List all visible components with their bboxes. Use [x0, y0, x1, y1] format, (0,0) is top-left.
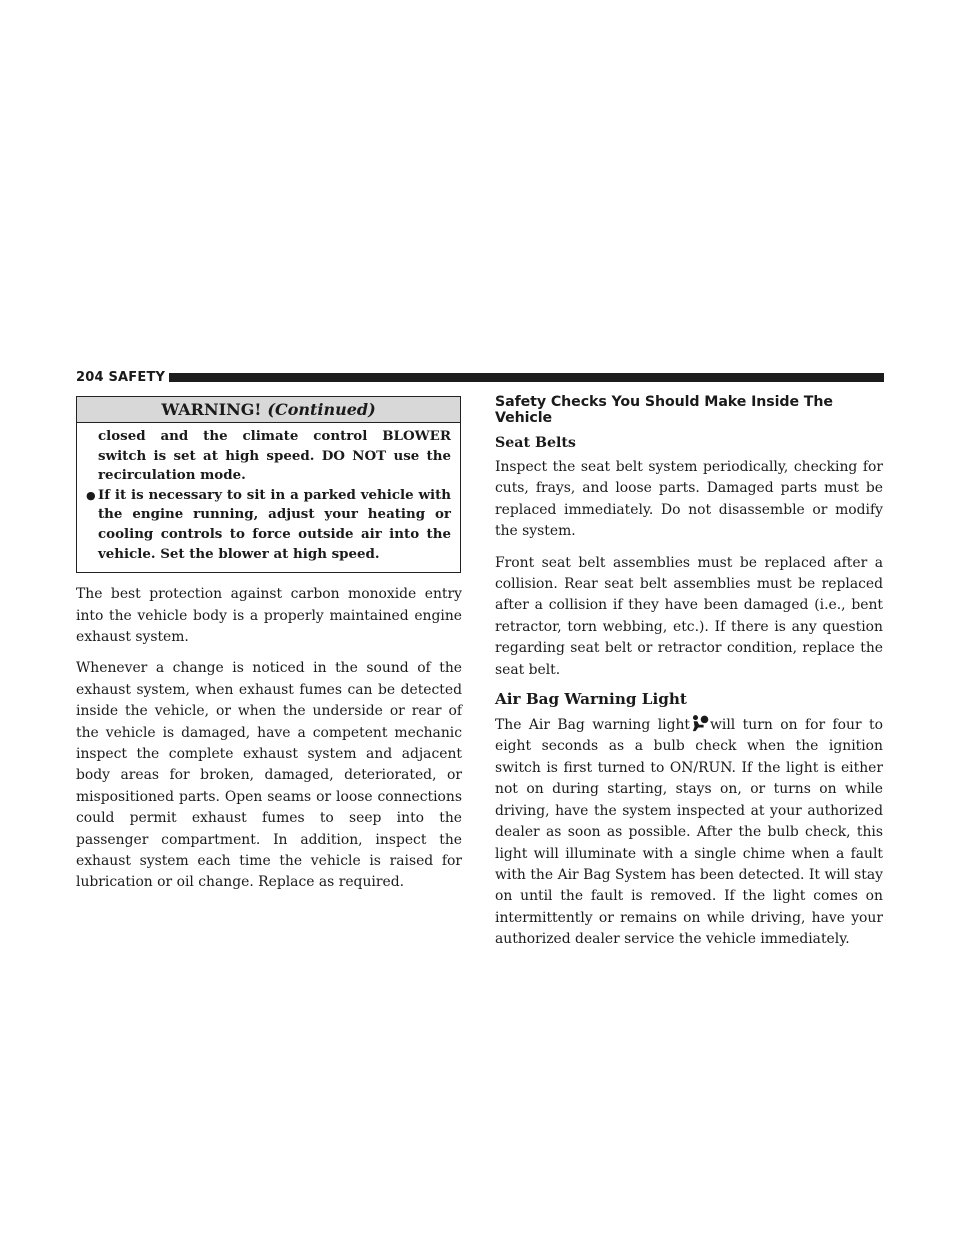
airbag-text-after: will turn on for four to eight seconds as a bulb check when the ignition switch is first turned to ON/RUN. If the light is either not on during starting, stays on, or turns on while driving, have the system inspected at your authorized dealer as soon as possible. After the bulb check, this light will illuminate with a single chime when a fault with the Air Bag System has been detected. It will stay on until the fault is removed. If the light comes on intermittently or remains on while driving, have your authorized dealer service the vehicle immediately.	[495, 717, 883, 948]
seat-belts-heading: Seat Belts	[495, 435, 576, 451]
airbag-paragraph	[495, 714, 883, 950]
header-rule	[169, 373, 884, 382]
warning-header	[77, 397, 460, 423]
warning-continued: (Continued)	[267, 400, 376, 419]
airbag-warning-icon	[691, 714, 709, 732]
warning-title: WARNING!	[161, 400, 262, 419]
page-number-label: 204 SAFETY	[76, 370, 166, 385]
warning-bullet-item	[86, 486, 451, 564]
airbag-text-before: The Air Bag warning light	[495, 717, 691, 734]
right-column	[495, 394, 883, 951]
exhaust-protection-paragraph: The best protection against carbon monoxide entry into the vehicle body is a properly maintained engine exhaust system.	[76, 586, 462, 645]
section-title: Safety Checks You Should Make Inside The Vehicle	[495, 394, 833, 426]
airbag-heading: Air Bag Warning Light	[495, 690, 687, 709]
bullet-icon: ●	[86, 488, 96, 502]
seat-belts-paragraph-1: Inspect the seat belt system periodically, checking for cuts, frays, and loose parts. Damaged parts must be replaced immediately. Do not disassemble or modify the system.	[495, 459, 883, 540]
warning-carry-text: closed and the climate control BLOWER switch is set at high speed. DO NOT use the recirculation mode.	[98, 428, 451, 484]
page-header	[76, 369, 884, 389]
warning-body	[77, 423, 460, 572]
seat-belts-paragraph-2: Front seat belt assemblies must be replaced after a collision. Rear seat belt assemblies must be replaced after a collision if they have been damaged (i.e., bent retractor, torn webbing, etc.). If there is any question regarding seat belt or retractor condition, replace the seat belt.	[495, 554, 883, 678]
left-column	[76, 396, 462, 894]
warning-bullet-text: If it is necessary to sit in a parked vehicle with the engine running, adjust your heating or cooling controls to force outside air into the vehicle. Set the blower at high speed.	[98, 486, 451, 562]
warning-box	[76, 396, 461, 573]
exhaust-inspection-paragraph: Whenever a change is noticed in the sound of the exhaust system, when exhaust fumes can be detected inside the vehicle, or when the underside or rear of the vehicle is damaged, have a competent mechanic inspect the complete exhaust system and adjacent body areas for broken, damaged, deteriorated, or mispositioned parts. Open seams or loose connections could permit exhaust fumes to seep into the passenger compartment. In addition, inspect the exhaust system each time the vehicle is raised for lubrication or oil change. Replace as required.	[76, 660, 462, 891]
